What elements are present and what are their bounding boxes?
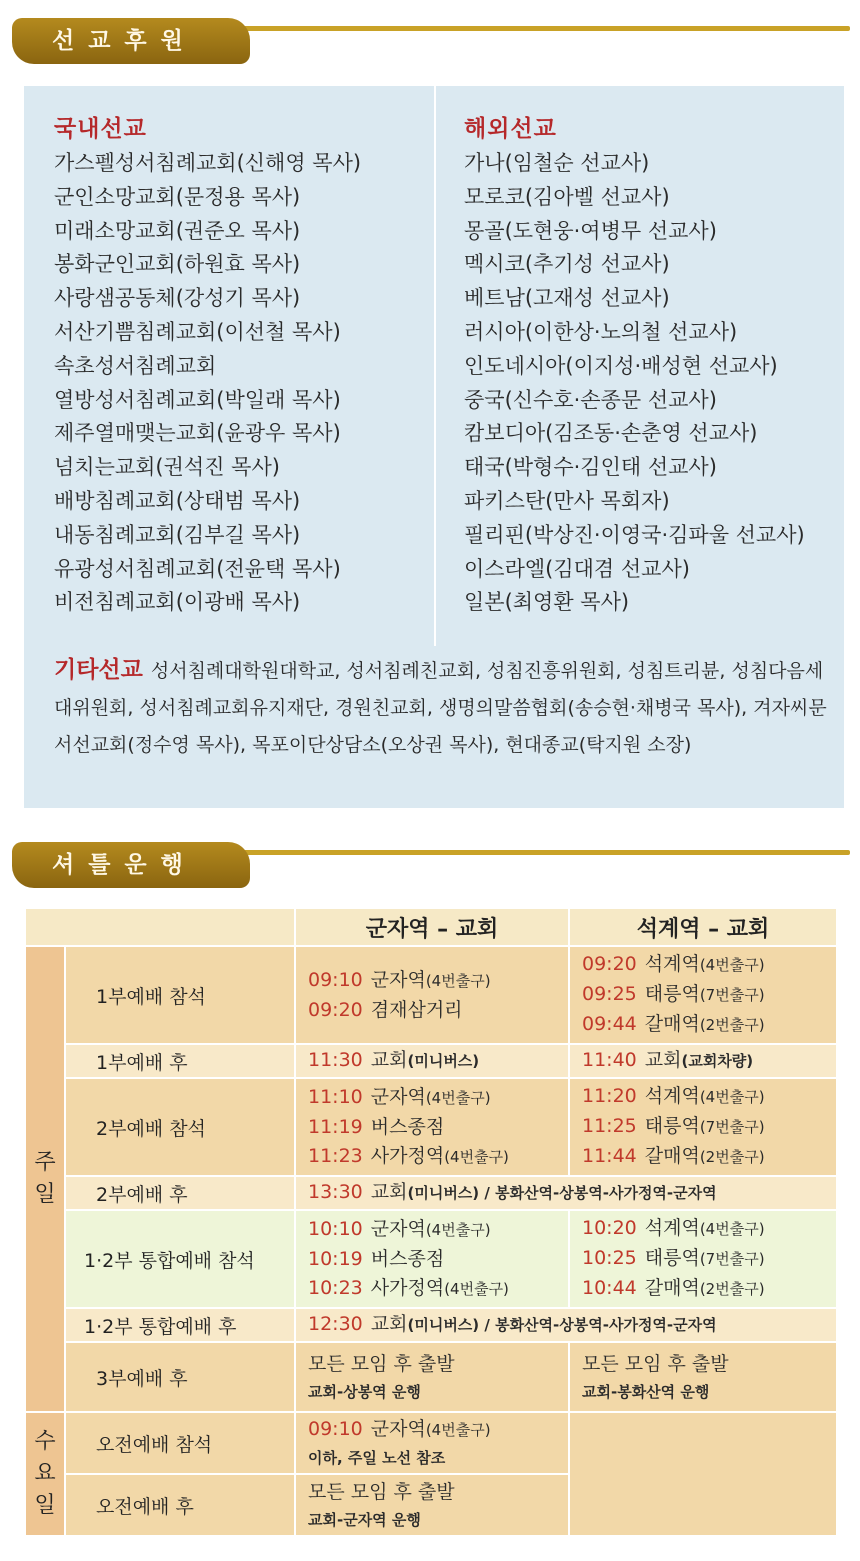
table-row <box>25 1412 837 1474</box>
stop-entry: 11:40 교회(교회차량) <box>582 1049 754 1071</box>
stop-entry: 11:44 갈매역(2번출구) <box>582 1145 765 1167</box>
list-item: 태국(박형수·김인태 선교사) <box>464 455 717 480</box>
list-item: 속초성서침례교회 <box>54 353 217 378</box>
stop-entry: 11:20 석계역(4번출구) <box>582 1085 765 1107</box>
list-item: 일본(최영환 목사) <box>464 590 630 615</box>
stop-entry: 09:44 갈매역(2번출구) <box>582 1013 765 1035</box>
list-item: 가스펠성서침례교회(신해영 목사) <box>54 151 362 175</box>
route-note: 이하, 주일 노선 참조 <box>308 1449 446 1467</box>
stop-entry: 11:23 사가정역(4번출구) <box>308 1144 509 1167</box>
stop-entry: 11:10 군자역(4번출구) <box>308 1085 491 1108</box>
shuttle-table <box>24 907 838 1537</box>
shuttle-table-wrapper <box>24 907 836 1547</box>
stop-entry: 13:30 교회(미니버스) / 봉화산역-상봉역-사가정역-군자역 <box>308 1181 717 1203</box>
stop-entry: 09:20 석계역(4번출구) <box>582 953 765 975</box>
list-item: 몽골(도현웅·여병무 선교사) <box>464 218 717 243</box>
mission-section-header <box>12 18 850 64</box>
stop-entry: 09:10 군자역(4번출구) <box>308 1418 491 1440</box>
table-row <box>25 1078 837 1176</box>
row-label: 오전예배 참석 <box>65 1412 295 1474</box>
list-item: 군인소망교회(문정용 목사) <box>54 184 301 209</box>
route-note: 교회-봉화산역 운행 <box>582 1382 710 1401</box>
stop-entry: 10:25 태릉역(7번출구) <box>582 1247 765 1269</box>
route-a-cell <box>295 1412 569 1474</box>
route-merged-cell <box>295 1176 837 1210</box>
stop-entry: 10:23 사가정역(4번출구) <box>308 1276 509 1299</box>
route-a-cell <box>295 1044 569 1078</box>
route-a-header: 군자역 – 교회 <box>295 908 569 946</box>
departure-text: 모든 모임 후 출발 <box>582 1352 729 1375</box>
route-note: 교회-군자역 운행 <box>308 1510 421 1529</box>
stop-entry: 09:20 겸재삼거리 <box>308 998 463 1021</box>
list-item: 가나(임철순 선교사) <box>464 151 650 175</box>
mission-panel <box>24 86 844 808</box>
route-merged-cell <box>295 1308 837 1342</box>
list-item: 베트남(고재성 선교사) <box>464 286 670 311</box>
list-item: 중국(신수호·손종문 선교사) <box>464 387 717 412</box>
other-mission-text: 성서침례대학원대학교, 성서침례친교회, 성침진흥위원회, 성침트리뷴, 성침다음세대위원회, 성서침례교회유지재단, 경원친교회, 생명의말씀협회(송승현·채병국 목사), 겨자씨문서선교회(정수영 목사), 목포이단상담소(오상권 목사), 현대종교(탁지원 소장) <box>54 660 827 756</box>
route-a-cell <box>295 1342 569 1412</box>
row-label: 2부예배 후 <box>65 1176 295 1210</box>
table-header-row <box>25 908 837 946</box>
stop-entry: 10:44 갈매역(2번출구) <box>582 1277 765 1299</box>
route-b-cell <box>569 946 837 1044</box>
mission-section-title: 선교후원 <box>12 18 250 64</box>
route-b-header: 석계역 – 교회 <box>569 908 837 946</box>
departure-text: 모든 모임 후 출발 <box>308 1352 455 1375</box>
list-item: 비전침례교회(이광배 목사) <box>54 590 301 615</box>
row-label: 오전예배 후 <box>65 1474 295 1536</box>
stop-entry: 10:10 군자역(4번출구) <box>308 1217 491 1240</box>
row-label: 1부예배 참석 <box>65 946 295 1044</box>
table-row <box>25 1210 837 1308</box>
route-a-cell <box>295 1210 569 1308</box>
list-item: 파키스탄(만사 목회자) <box>464 488 670 513</box>
table-row <box>25 1176 837 1210</box>
domestic-mission-list <box>54 147 361 620</box>
sunday-label: 주일 <box>25 946 65 1412</box>
list-item: 유광성서침례교회(전윤택 목사) <box>54 556 341 581</box>
domestic-mission-title: 국내선교 <box>54 116 147 142</box>
list-item: 러시아(이한상·노의철 선교사) <box>464 319 738 344</box>
list-item: 열방성서침례교회(박일래 목사) <box>54 387 341 412</box>
stop-entry: 11:30 교회(미니버스) <box>308 1049 480 1071</box>
list-item: 캄보디아(김조동·손춘영 선교사) <box>464 421 758 446</box>
blank-header-cell <box>25 908 295 946</box>
route-b-cell-empty <box>569 1412 837 1536</box>
other-mission-title: 기타선교 <box>54 657 143 683</box>
row-label: 1·2부 통합예배 후 <box>65 1308 295 1342</box>
table-row <box>25 1308 837 1342</box>
list-item: 제주열매맺는교회(윤광우 목사) <box>54 421 341 446</box>
list-item: 필리핀(박상진·이영국·김파울 선교사) <box>464 522 805 547</box>
route-b-cell <box>569 1342 837 1412</box>
domestic-mission-column <box>54 110 361 620</box>
list-item: 배방침례교회(상태범 목사) <box>54 488 301 513</box>
route-note: 교회-상봉역 운행 <box>308 1382 421 1401</box>
list-item: 멕시코(추기성 선교사) <box>464 252 670 277</box>
stop-entry: 09:25 태릉역(7번출구) <box>582 983 765 1005</box>
list-item: 사랑샘공동체(강성기 목사) <box>54 286 301 311</box>
stop-entry: 11:25 태릉역(7번출구) <box>582 1115 765 1137</box>
list-item: 서산기쁨침례교회(이선철 목사) <box>54 319 341 344</box>
column-divider <box>434 86 436 646</box>
other-mission-block <box>54 652 829 764</box>
stop-entry: 12:30 교회(미니버스) / 봉화산역-상봉역-사가정역-군자역 <box>308 1313 717 1335</box>
row-label: 3부예배 후 <box>65 1342 295 1412</box>
list-item: 인도네시아(이지성·배성현 선교사) <box>464 353 778 378</box>
row-label: 2부예배 참석 <box>65 1078 295 1176</box>
route-b-cell <box>569 1210 837 1308</box>
overseas-mission-column <box>464 110 805 620</box>
list-item: 모로코(김아벨 선교사) <box>464 184 670 209</box>
stop-entry: 10:20 석계역(4번출구) <box>582 1217 765 1239</box>
row-label: 1·2부 통합예배 참석 <box>65 1210 295 1308</box>
route-a-cell <box>295 1078 569 1176</box>
shuttle-section-title: 셔틀운행 <box>12 842 250 888</box>
stop-entry: 09:10 군자역(4번출구) <box>308 968 491 991</box>
table-row <box>25 1342 837 1412</box>
list-item: 넘치는교회(권석진 목사) <box>54 455 280 480</box>
list-item: 내동침례교회(김부길 목사) <box>54 522 301 547</box>
overseas-mission-title: 해외선교 <box>464 116 557 142</box>
route-b-cell <box>569 1078 837 1176</box>
route-a-cell <box>295 946 569 1044</box>
overseas-mission-list <box>464 147 805 620</box>
stop-entry: 10:19 버스종점 <box>308 1247 445 1270</box>
table-row <box>25 946 837 1044</box>
row-label: 1부예배 후 <box>65 1044 295 1078</box>
list-item: 미래소망교회(권준오 목사) <box>54 218 301 243</box>
list-item: 봉화군인교회(하원효 목사) <box>54 252 301 277</box>
stop-entry: 11:19 버스종점 <box>308 1115 445 1138</box>
wednesday-label: 수요일 <box>25 1412 65 1536</box>
route-a-cell <box>295 1474 569 1536</box>
list-item: 이스라엘(김대겸 선교사) <box>464 556 690 581</box>
table-row <box>25 1044 837 1078</box>
departure-text: 모든 모임 후 출발 <box>308 1480 455 1503</box>
shuttle-section-header <box>12 842 850 888</box>
route-b-cell <box>569 1044 837 1078</box>
